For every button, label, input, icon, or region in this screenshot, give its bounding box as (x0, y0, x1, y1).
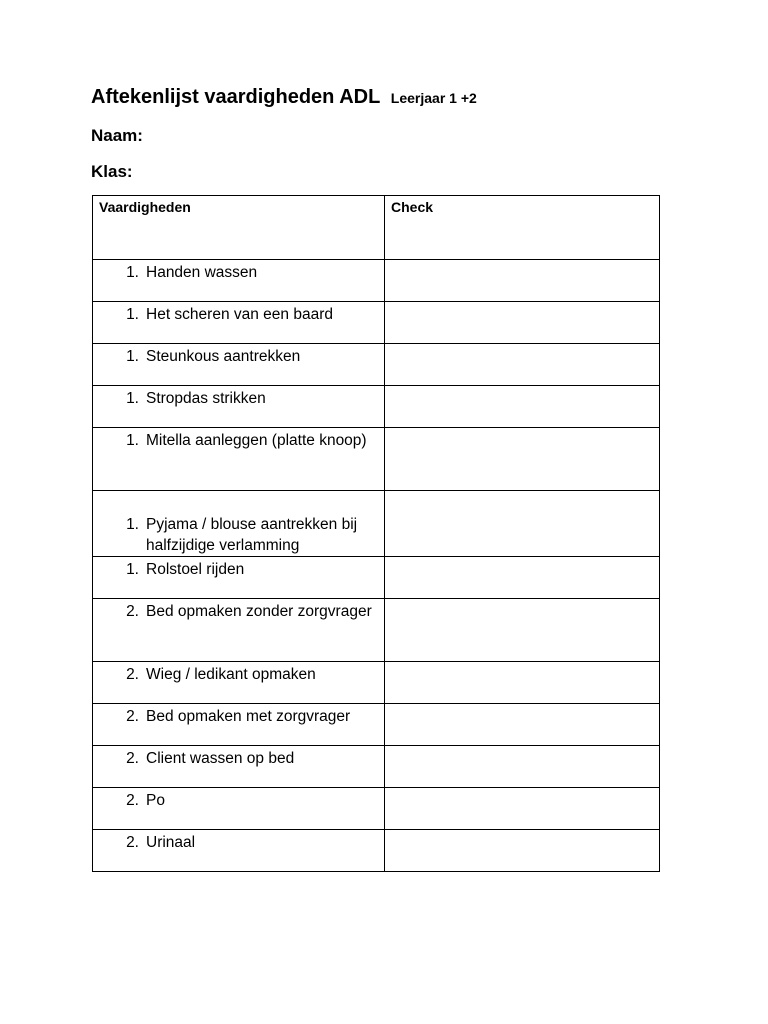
skill-label: Wieg / ledikant opmaken (146, 666, 316, 683)
skill-cell (93, 260, 385, 302)
skill-cell (93, 386, 385, 428)
check-cell[interactable] (385, 386, 660, 428)
check-cell[interactable] (385, 491, 660, 557)
column-header-skills: Vaardigheden (93, 196, 385, 260)
item-number: 2. (126, 834, 139, 851)
table-row (93, 491, 660, 557)
check-cell[interactable] (385, 788, 660, 830)
column-header-check: Check (385, 196, 660, 260)
skill-cell (93, 662, 385, 704)
item-number: 1. (126, 390, 139, 407)
skill-label: Urinaal (146, 834, 196, 851)
item-number: 1. (126, 306, 139, 323)
table-row (93, 662, 660, 704)
skill-label: Handen wassen (146, 264, 258, 281)
item-number: 2. (126, 603, 139, 620)
skill-cell (93, 557, 385, 599)
check-cell[interactable] (385, 344, 660, 386)
skill-cell (93, 302, 385, 344)
name-field-label: Naam: (91, 126, 143, 145)
check-cell[interactable] (385, 557, 660, 599)
page-title: Aftekenlijst vaardigheden ADL (91, 86, 381, 108)
skill-label: Stropdas strikken (146, 390, 266, 407)
check-cell[interactable] (385, 302, 660, 344)
table-row (93, 788, 660, 830)
check-cell[interactable] (385, 746, 660, 788)
page-subtitle: Leerjaar 1 +2 (390, 90, 477, 106)
item-number: 1. (126, 348, 139, 365)
skill-label: Mitella aanleggen (platte knoop) (146, 432, 367, 449)
skill-cell (93, 428, 385, 491)
item-number: 2. (126, 666, 139, 683)
item-number: 2. (126, 750, 139, 767)
table-row (93, 830, 660, 872)
skill-label: Bed opmaken met zorgvrager (146, 708, 351, 725)
skill-label: Het scheren van een baard (146, 306, 333, 323)
item-number: 1. (126, 516, 139, 533)
check-cell[interactable] (385, 428, 660, 491)
table-row (93, 260, 660, 302)
skill-label: Po (146, 792, 165, 809)
item-number: 1. (126, 264, 139, 281)
skill-cell (93, 746, 385, 788)
table-row (93, 599, 660, 662)
skill-cell (93, 788, 385, 830)
table-row (93, 746, 660, 788)
check-cell[interactable] (385, 830, 660, 872)
skill-label: Client wassen op bed (146, 750, 295, 767)
check-cell[interactable] (385, 260, 660, 302)
skill-label: Pyjama / blouse aantrekken bij halfzijdige verlamming (146, 516, 358, 554)
table-header-row (93, 196, 660, 260)
page-header (91, 86, 477, 109)
skill-label: Steunkous aantrekken (146, 348, 301, 365)
table-row (93, 302, 660, 344)
check-cell[interactable] (385, 662, 660, 704)
item-number: 2. (126, 792, 139, 809)
class-field-label: Klas: (91, 162, 133, 181)
table-row (93, 557, 660, 599)
skill-label: Bed opmaken zonder zorgvrager (146, 603, 372, 620)
skill-cell (93, 830, 385, 872)
check-cell[interactable] (385, 599, 660, 662)
skill-cell (93, 599, 385, 662)
check-cell[interactable] (385, 704, 660, 746)
skills-table (92, 195, 660, 872)
item-number: 1. (126, 432, 139, 449)
skill-cell (93, 491, 385, 557)
table-row (93, 704, 660, 746)
skill-label: Rolstoel rijden (146, 561, 245, 578)
skill-cell (93, 704, 385, 746)
table-row (93, 428, 660, 491)
item-number: 2. (126, 708, 139, 725)
table-row (93, 386, 660, 428)
table-row (93, 344, 660, 386)
item-number: 1. (126, 561, 139, 578)
skill-cell (93, 344, 385, 386)
